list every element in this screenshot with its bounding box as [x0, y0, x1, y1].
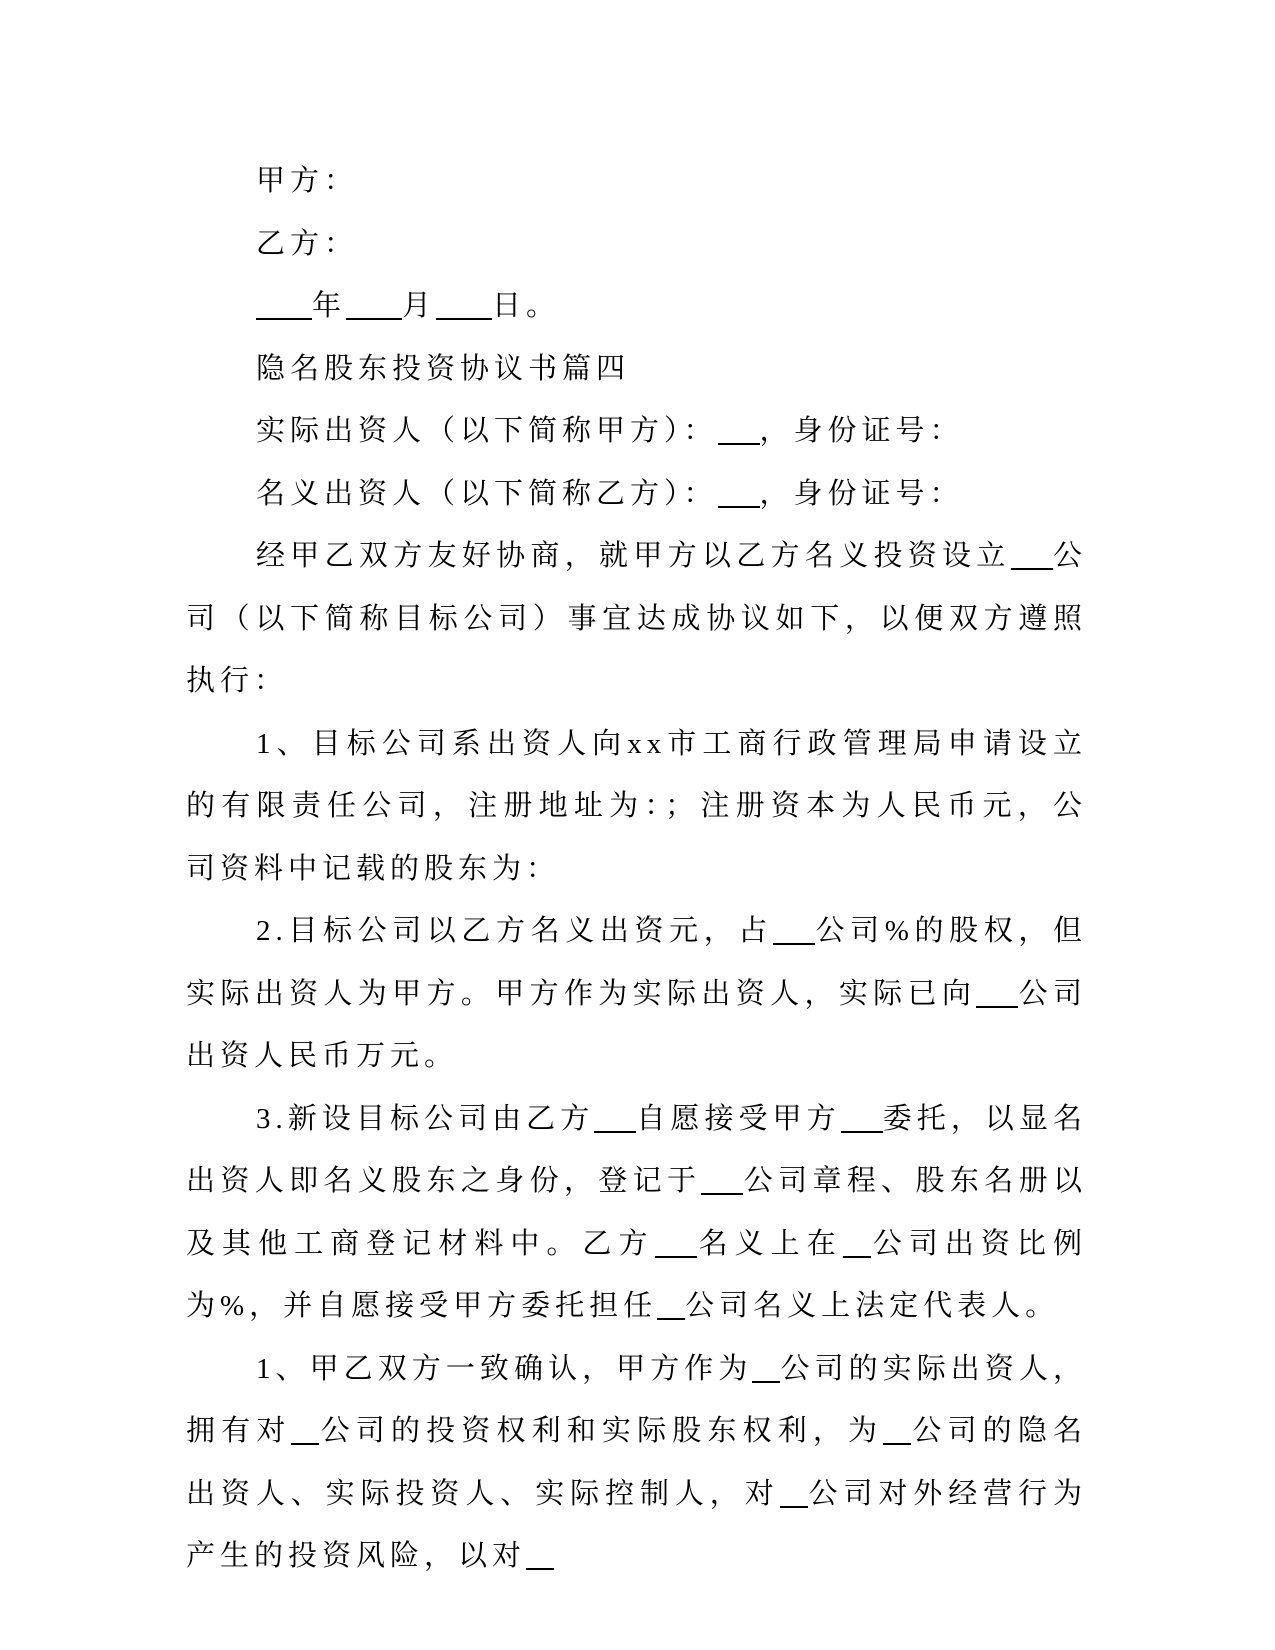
fill-in-blank: [843, 1229, 871, 1257]
preamble-paragraph: 经甲乙双方友好协商，就甲方以乙方名义投资设立 公司（以下简称目标公司）事宜达成协议如下，以便双方遵照执行：: [186, 540, 1087, 697]
party-a-line: 甲方：: [256, 165, 359, 197]
clause-2-paragraph: 2.目标公司以乙方名义出资元，占 公司%的股权，但实际出资人为甲方。甲方作为实际出资人，实际已向 公司出资人民币万元。: [186, 915, 1087, 1072]
clause-3-paragraph: 3.新设目标公司由乙方 自愿接受甲方 委托，以显名出资人即名义股东之身份，登记于 公司章程、股东名册以及其他工商登记材料中。乙方 名义上在 公司出资比例为%，并自愿接受甲方委托担任 公司名义上法定代表人。: [186, 1102, 1087, 1322]
fill-in-blank: [346, 292, 402, 320]
fill-in-blank: [436, 292, 492, 320]
fill-in-blank: [256, 292, 312, 320]
clause-1-paragraph: 1、目标公司系出资人向xx市工商行政管理局申请设立的有限责任公司，注册地址为：；注册资本为人民币元，公司资料中记载的股东为：: [186, 727, 1087, 885]
fill-in-blank: [594, 1104, 636, 1132]
fill-in-blank: [976, 979, 1018, 1007]
fill-in-blank: [291, 1417, 319, 1445]
party-b-line: 乙方：: [256, 227, 359, 260]
fill-in-blank: [752, 1354, 780, 1382]
fill-in-blank: [773, 917, 815, 945]
fill-in-blank: [841, 1104, 883, 1132]
fill-in-blank: [883, 1417, 911, 1445]
fill-in-blank: [1011, 542, 1053, 570]
fill-in-blank: [526, 1542, 554, 1570]
nominal-investor-line: 名义出资人（以下简称乙方）： ，身份证号：: [256, 477, 964, 510]
actual-investor-line: 实际出资人（以下简称甲方）： ，身份证号：: [256, 415, 964, 447]
fill-in-blank: [780, 1479, 808, 1507]
date-line: 年 月 日。: [186, 275, 1087, 338]
confirm-1-paragraph: 1、甲乙双方一致确认，甲方作为 公司的实际出资人，拥有对 公司的投资权利和实际股东权利，为 公司的隐名出资人、实际投资人、实际控制人，对 公司对外经营行为产生的投资风险，以对: [186, 1352, 1087, 1572]
fill-in-blank: [718, 417, 760, 445]
fill-in-blank: [718, 479, 760, 507]
fill-in-blank: [655, 1229, 697, 1257]
fill-in-blank: [701, 1167, 743, 1195]
contract-body: [186, 150, 1087, 1588]
fill-in-blank: [657, 1292, 685, 1320]
section-title: 隐名股东投资协议书篇四: [256, 352, 631, 385]
